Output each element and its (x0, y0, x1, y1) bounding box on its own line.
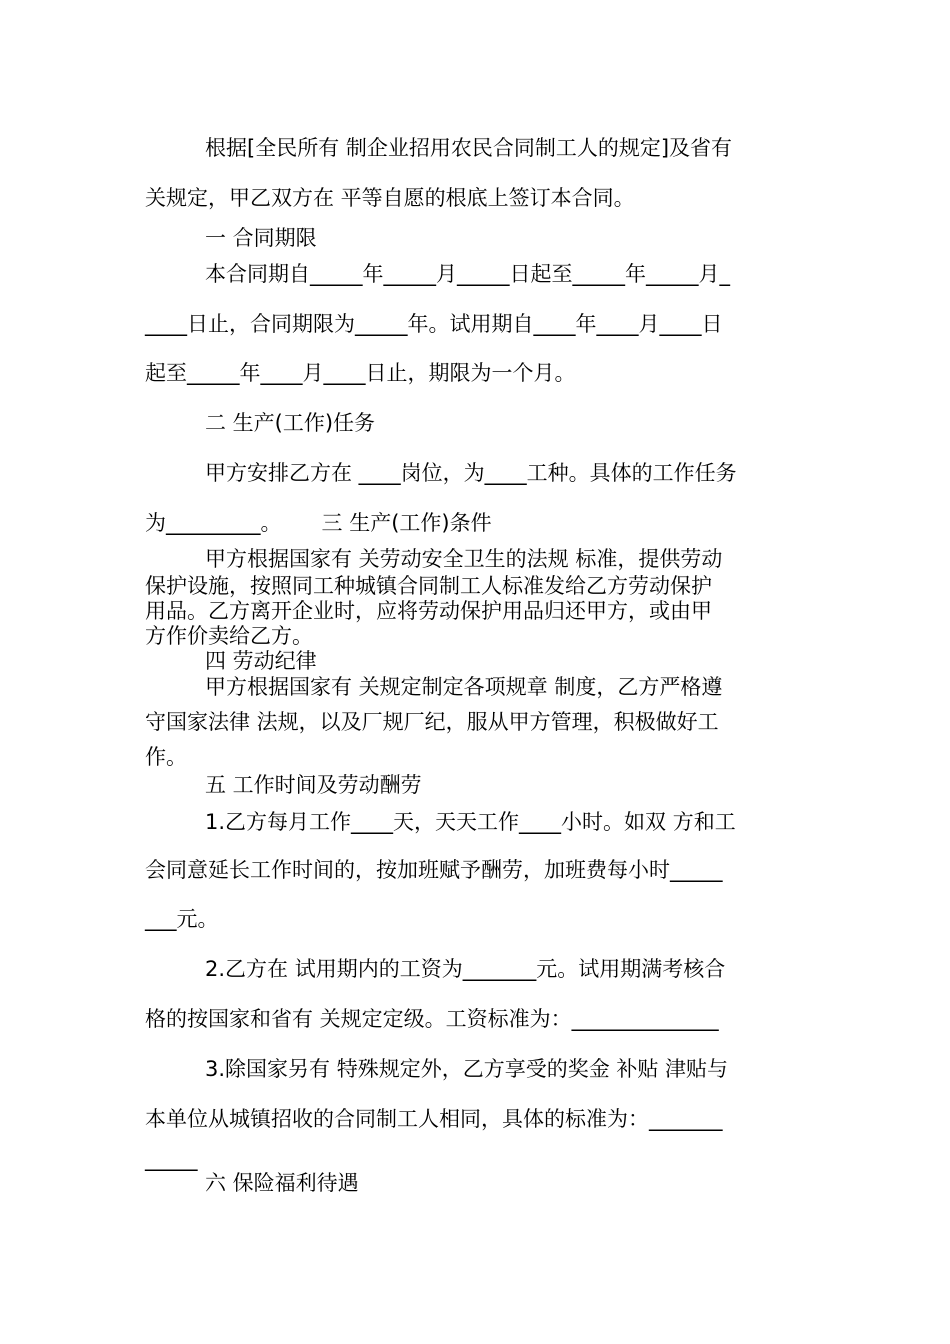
paragraph-line: 格的按国家和省有 关规定定级。工资标准为：______________ (145, 1007, 719, 1031)
paragraph-line: 关规定，甲乙双方在 平等自愿的根底上签订本合同。 (145, 186, 635, 210)
paragraph-line: ____日止，合同期限为_____年。试用期自____年____月____日 (145, 312, 723, 336)
paragraph-line: 作。 (145, 745, 187, 769)
paragraph-line: 根据[全民所有 制企业招用农民合同制工人的规定]及省有 (205, 136, 733, 160)
paragraph-line: 起至_____年____月____日止，期限为一个月。 (145, 361, 576, 385)
section-heading: 五 工作时间及劳动酬劳 (205, 773, 422, 797)
paragraph-line: 本合同期自_____年_____月_____日起至_____年_____月_ (205, 262, 730, 286)
paragraph-line: 用品。乙方离开企业时，应将劳动保护用品归还甲方，或由甲 (145, 599, 712, 623)
paragraph-line: 甲方安排乙方在 ____岗位，为____工种。具体的工作任务 (205, 461, 737, 485)
paragraph-line: 2.乙方在 试用期内的工资为_______元。试用期满考核合 (205, 957, 726, 981)
section-heading: 二 生产(工作)任务 (205, 411, 376, 435)
paragraph-line: 3.除国家另有 特殊规定外，乙方享受的奖金 补贴 津贴与 (205, 1057, 729, 1081)
paragraph-line: ___元。 (145, 907, 219, 931)
paragraph-line: 为_________。 三 生产(工作)条件 (145, 511, 492, 535)
paragraph-line: 本单位从城镇招收的合同制工人相同，具体的标准为：_______ (145, 1107, 723, 1131)
paragraph-line: 1.乙方每月工作____天，天天工作____小时。如双 方和工 (205, 810, 736, 834)
section-heading: 一 合同期限 (205, 226, 317, 250)
paragraph-line: 方作价卖给乙方。 (145, 624, 313, 648)
section-heading: 六 保险福利待遇 (205, 1171, 359, 1195)
paragraph-line: _____ (145, 1147, 198, 1171)
paragraph-line: 保护设施，按照同工种城镇合同制工人标准发给乙方劳动保护 (145, 574, 712, 598)
section-heading: 四 劳动纪律 (205, 649, 317, 673)
paragraph-line: 会同意延长工作时间的，按加班赋予酬劳，加班费每小时_____ (145, 858, 723, 882)
paragraph-line: 守国家法律 法规，以及厂规厂纪，服从甲方管理，积极做好工 (145, 710, 719, 734)
paragraph-line: 甲方根据国家有 关劳动安全卫生的法规 标准，提供劳动 (205, 547, 723, 571)
paragraph-line: 甲方根据国家有 关规定制定各项规章 制度，乙方严格遵 (205, 675, 723, 699)
